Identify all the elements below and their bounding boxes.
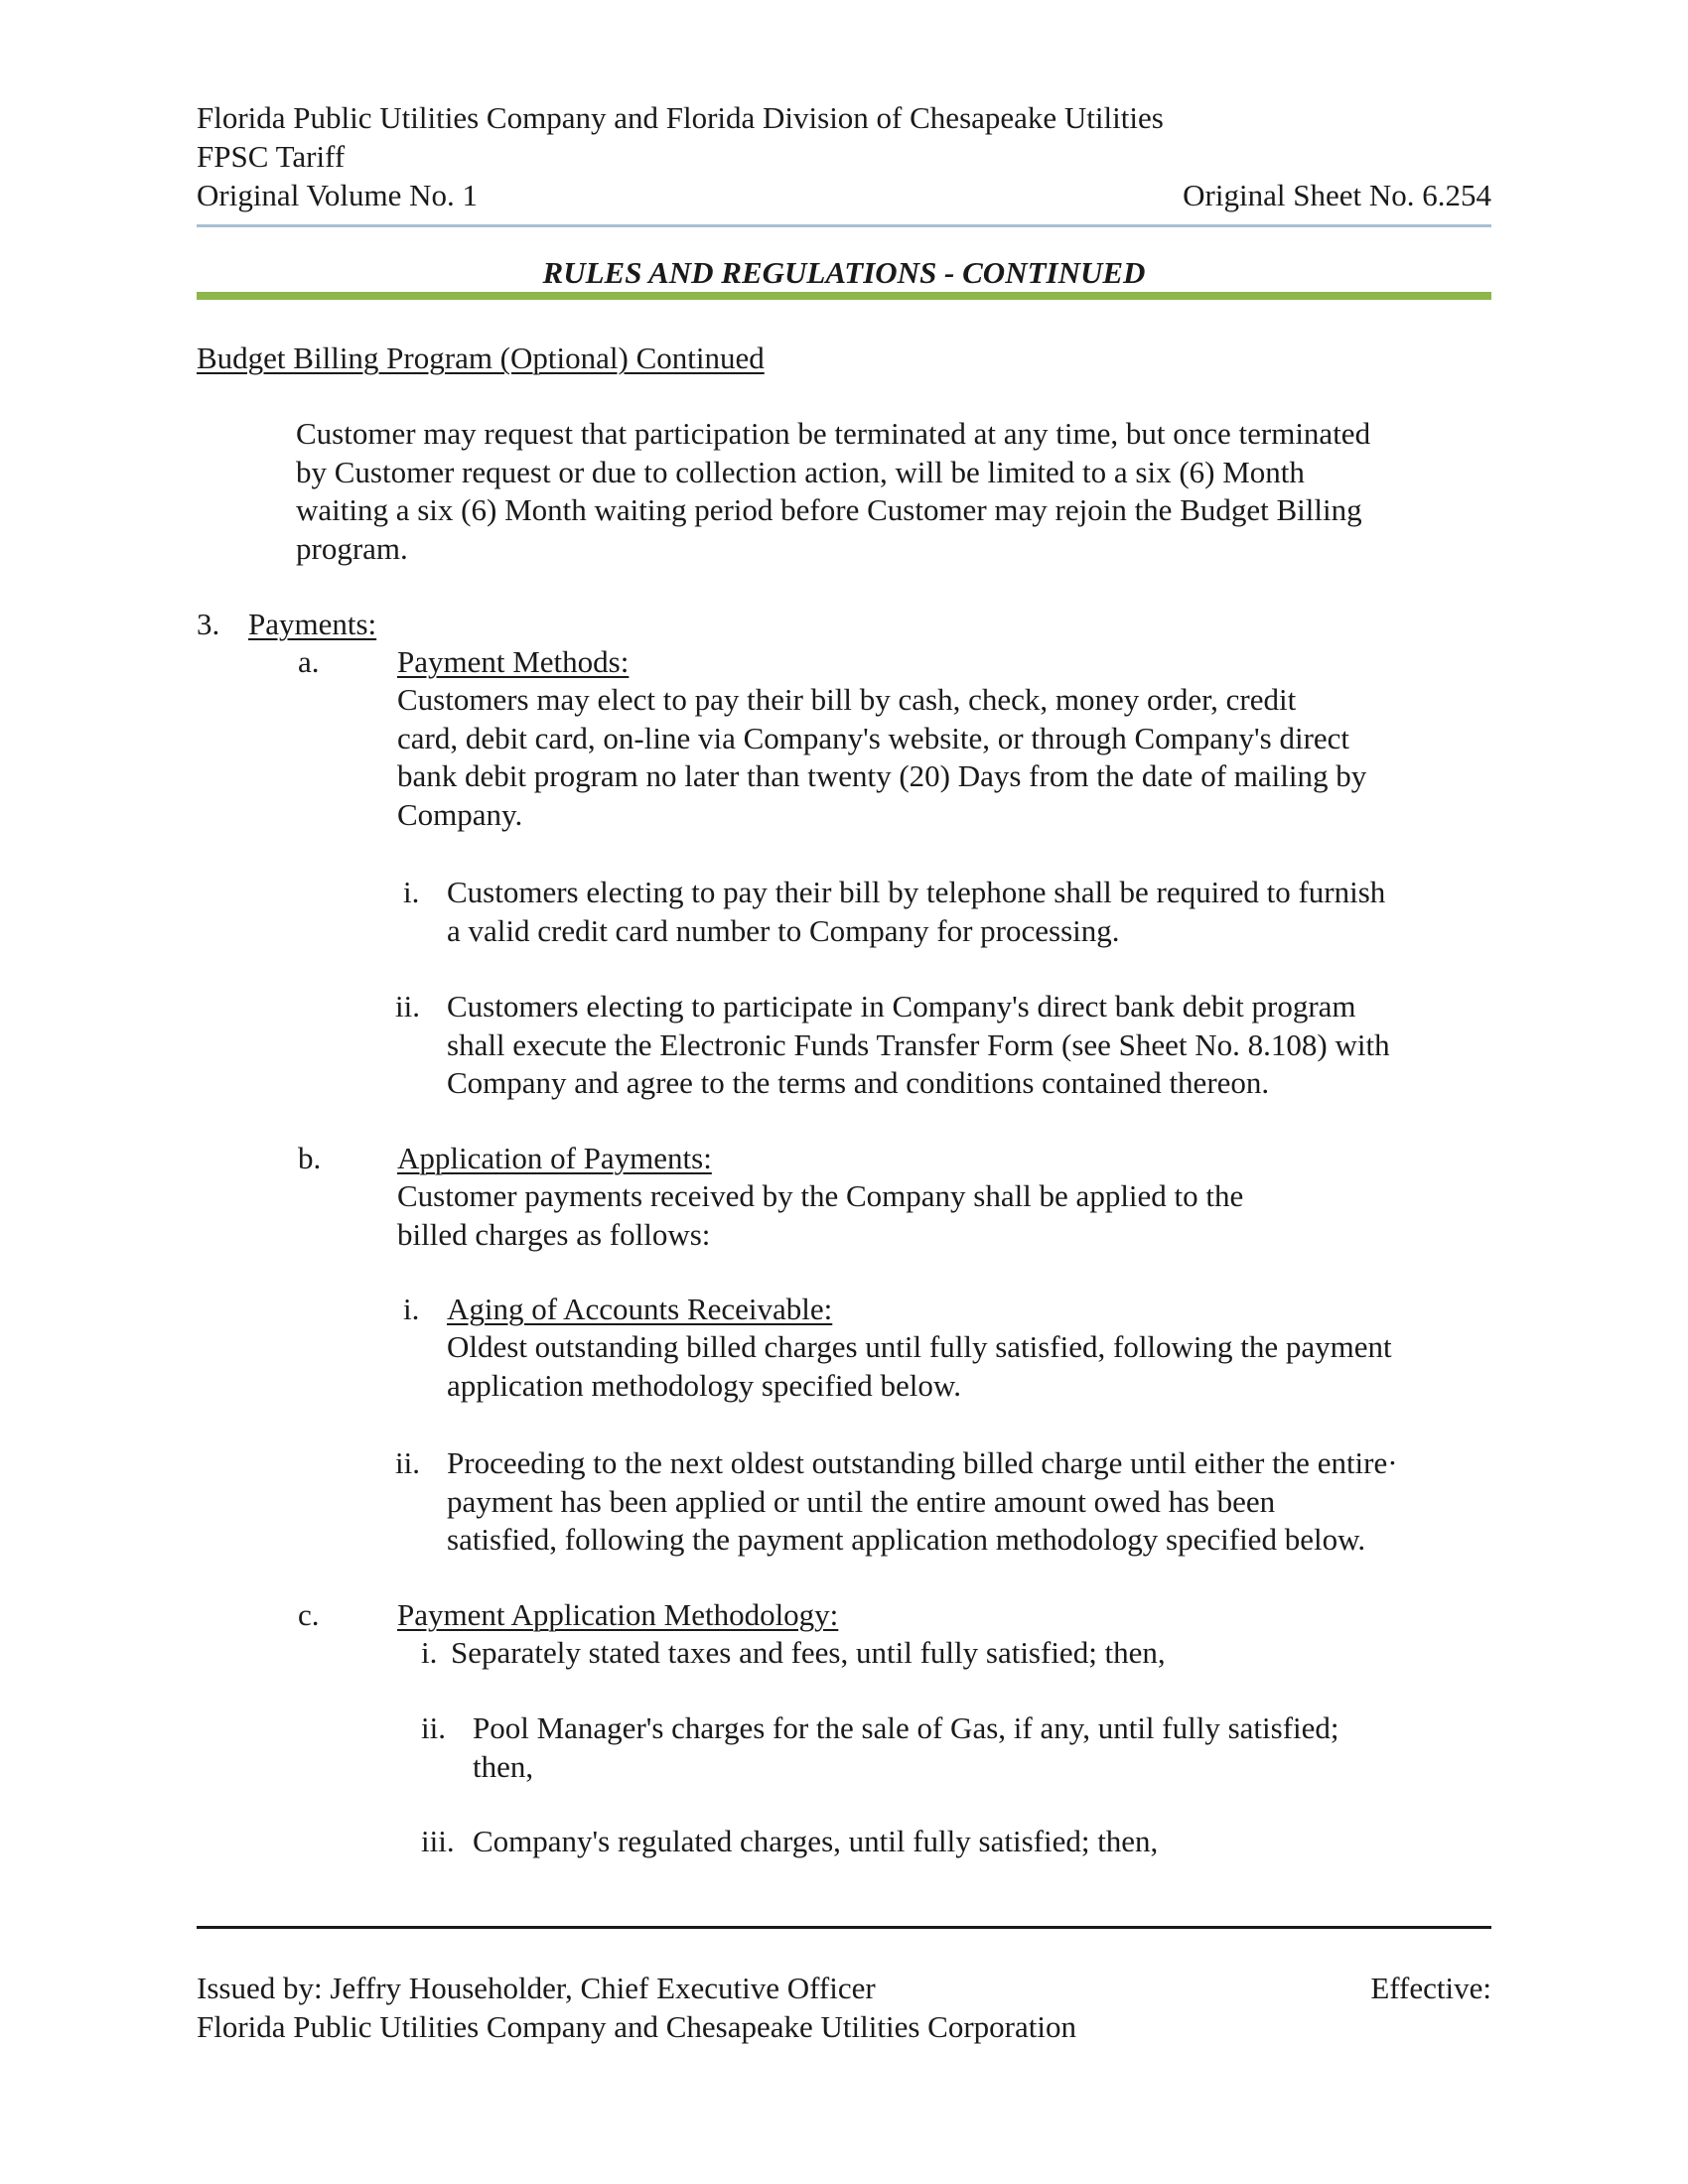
section-heading: Budget Billing Program (Optional) Continued bbox=[197, 341, 765, 375]
payments-title: Payments: bbox=[248, 607, 377, 641]
item-c-ii-label: ii. bbox=[421, 1710, 446, 1745]
header-tariff-line: FPSC Tariff bbox=[197, 139, 346, 174]
intro-line: Customer may request that participation be terminated at any time, but once terminated bbox=[296, 416, 1371, 451]
paragraph-line: Company and agree to the terms and conditions contained thereon. bbox=[447, 1065, 1270, 1100]
header-volume: Original Volume No. 1 bbox=[197, 178, 479, 212]
telephone-payment-text bbox=[447, 874, 1385, 950]
payment-methods-paragraph bbox=[397, 681, 1366, 834]
application-of-payments-paragraph bbox=[397, 1177, 1243, 1254]
item-c-iii-label: iii. bbox=[421, 1824, 455, 1858]
item-c-i-label: i. bbox=[421, 1635, 438, 1670]
aging-title: Aging of Accounts Receivable: bbox=[447, 1292, 833, 1326]
item-a-ii-label: ii. bbox=[395, 989, 420, 1024]
header-company-line: Florida Public Utilities Company and Florida Division of Chesapeake Utilities bbox=[197, 100, 1164, 135]
footer-effective: Effective: bbox=[1370, 1971, 1491, 2005]
item-a-i-label: i. bbox=[403, 875, 420, 909]
payment-methods-title: Payment Methods: bbox=[397, 644, 630, 679]
intro-paragraph bbox=[296, 415, 1370, 568]
footer-issued-by: Issued by: Jeffry Householder, Chief Executive Officer bbox=[197, 1971, 876, 2005]
footer-divider bbox=[197, 1926, 1491, 1929]
paragraph-line: Customer payments received by the Company shall be applied to the bbox=[397, 1178, 1244, 1213]
header-divider bbox=[197, 224, 1491, 227]
paragraph-line: bank debit program no later than twenty (20) Days from the date of mailing by bbox=[397, 758, 1367, 793]
application-of-payments-title: Application of Payments: bbox=[397, 1141, 712, 1175]
aging-text bbox=[447, 1328, 1392, 1405]
paragraph-line: Proceeding to the next oldest outstanding billed charge until either the entire· bbox=[447, 1445, 1398, 1480]
paragraph-line: then, bbox=[473, 1748, 534, 1784]
item-b-i-label: i. bbox=[403, 1292, 420, 1326]
paragraph-line: billed charges as follows: bbox=[397, 1216, 711, 1252]
paragraph-line: Company. bbox=[397, 796, 523, 832]
paragraph-line: Pool Manager's charges for the sale of Gas, if any, until fully satisfied; bbox=[473, 1710, 1339, 1745]
payments-number: 3. bbox=[197, 607, 220, 641]
banner-divider bbox=[197, 292, 1491, 300]
paragraph-line: application methodology specified below. bbox=[447, 1367, 961, 1403]
paragraph-line: card, debit card, on-line via Company's website, or through Company's direct bbox=[397, 720, 1350, 755]
footer-company: Florida Public Utilities Company and Chesapeake Utilities Corporation bbox=[197, 2009, 1076, 2044]
bank-debit-text bbox=[447, 988, 1390, 1103]
intro-line: by Customer request or due to collection action, will be limited to a six (6) Month bbox=[296, 454, 1305, 489]
taxes-fees-text: Separately stated taxes and fees, until fully satisfied; then, bbox=[451, 1635, 1166, 1670]
item-a-label: a. bbox=[298, 644, 320, 679]
item-c-label: c. bbox=[298, 1597, 320, 1632]
paragraph-line: Customers electing to participate in Company's direct bank debit program bbox=[447, 989, 1356, 1024]
intro-line: program. bbox=[296, 530, 408, 566]
item-b-label: b. bbox=[298, 1141, 322, 1175]
item-b-ii-label: ii. bbox=[395, 1445, 420, 1480]
pool-manager-text bbox=[473, 1709, 1339, 1786]
paragraph-line: payment has been applied or until the entire amount owed has been bbox=[447, 1483, 1276, 1519]
header-sheet-number: Original Sheet No. 6.254 bbox=[1183, 178, 1491, 212]
paragraph-line: satisfied, following the payment application methodology specified below. bbox=[447, 1522, 1366, 1557]
paragraph-line: Oldest outstanding billed charges until fully satisfied, following the payment bbox=[447, 1329, 1392, 1364]
paragraph-line: shall execute the Electronic Funds Transfer Form (see Sheet No. 8.108) with bbox=[447, 1026, 1390, 1062]
paragraph-line: Customers may elect to pay their bill by cash, check, money order, credit bbox=[397, 682, 1297, 717]
methodology-title: Payment Application Methodology: bbox=[397, 1597, 839, 1632]
banner-title: RULES AND REGULATIONS - CONTINUED bbox=[542, 255, 1146, 290]
next-oldest-text bbox=[447, 1444, 1398, 1560]
regulated-charges-text: Company's regulated charges, until fully satisfied; then, bbox=[473, 1824, 1159, 1858]
paragraph-line: a valid credit card number to Company for processing. bbox=[447, 912, 1120, 948]
paragraph-line: Customers electing to pay their bill by telephone shall be required to furnish bbox=[447, 875, 1386, 909]
intro-line: waiting a six (6) Month waiting period before Customer may rejoin the Budget Billing bbox=[296, 492, 1362, 527]
